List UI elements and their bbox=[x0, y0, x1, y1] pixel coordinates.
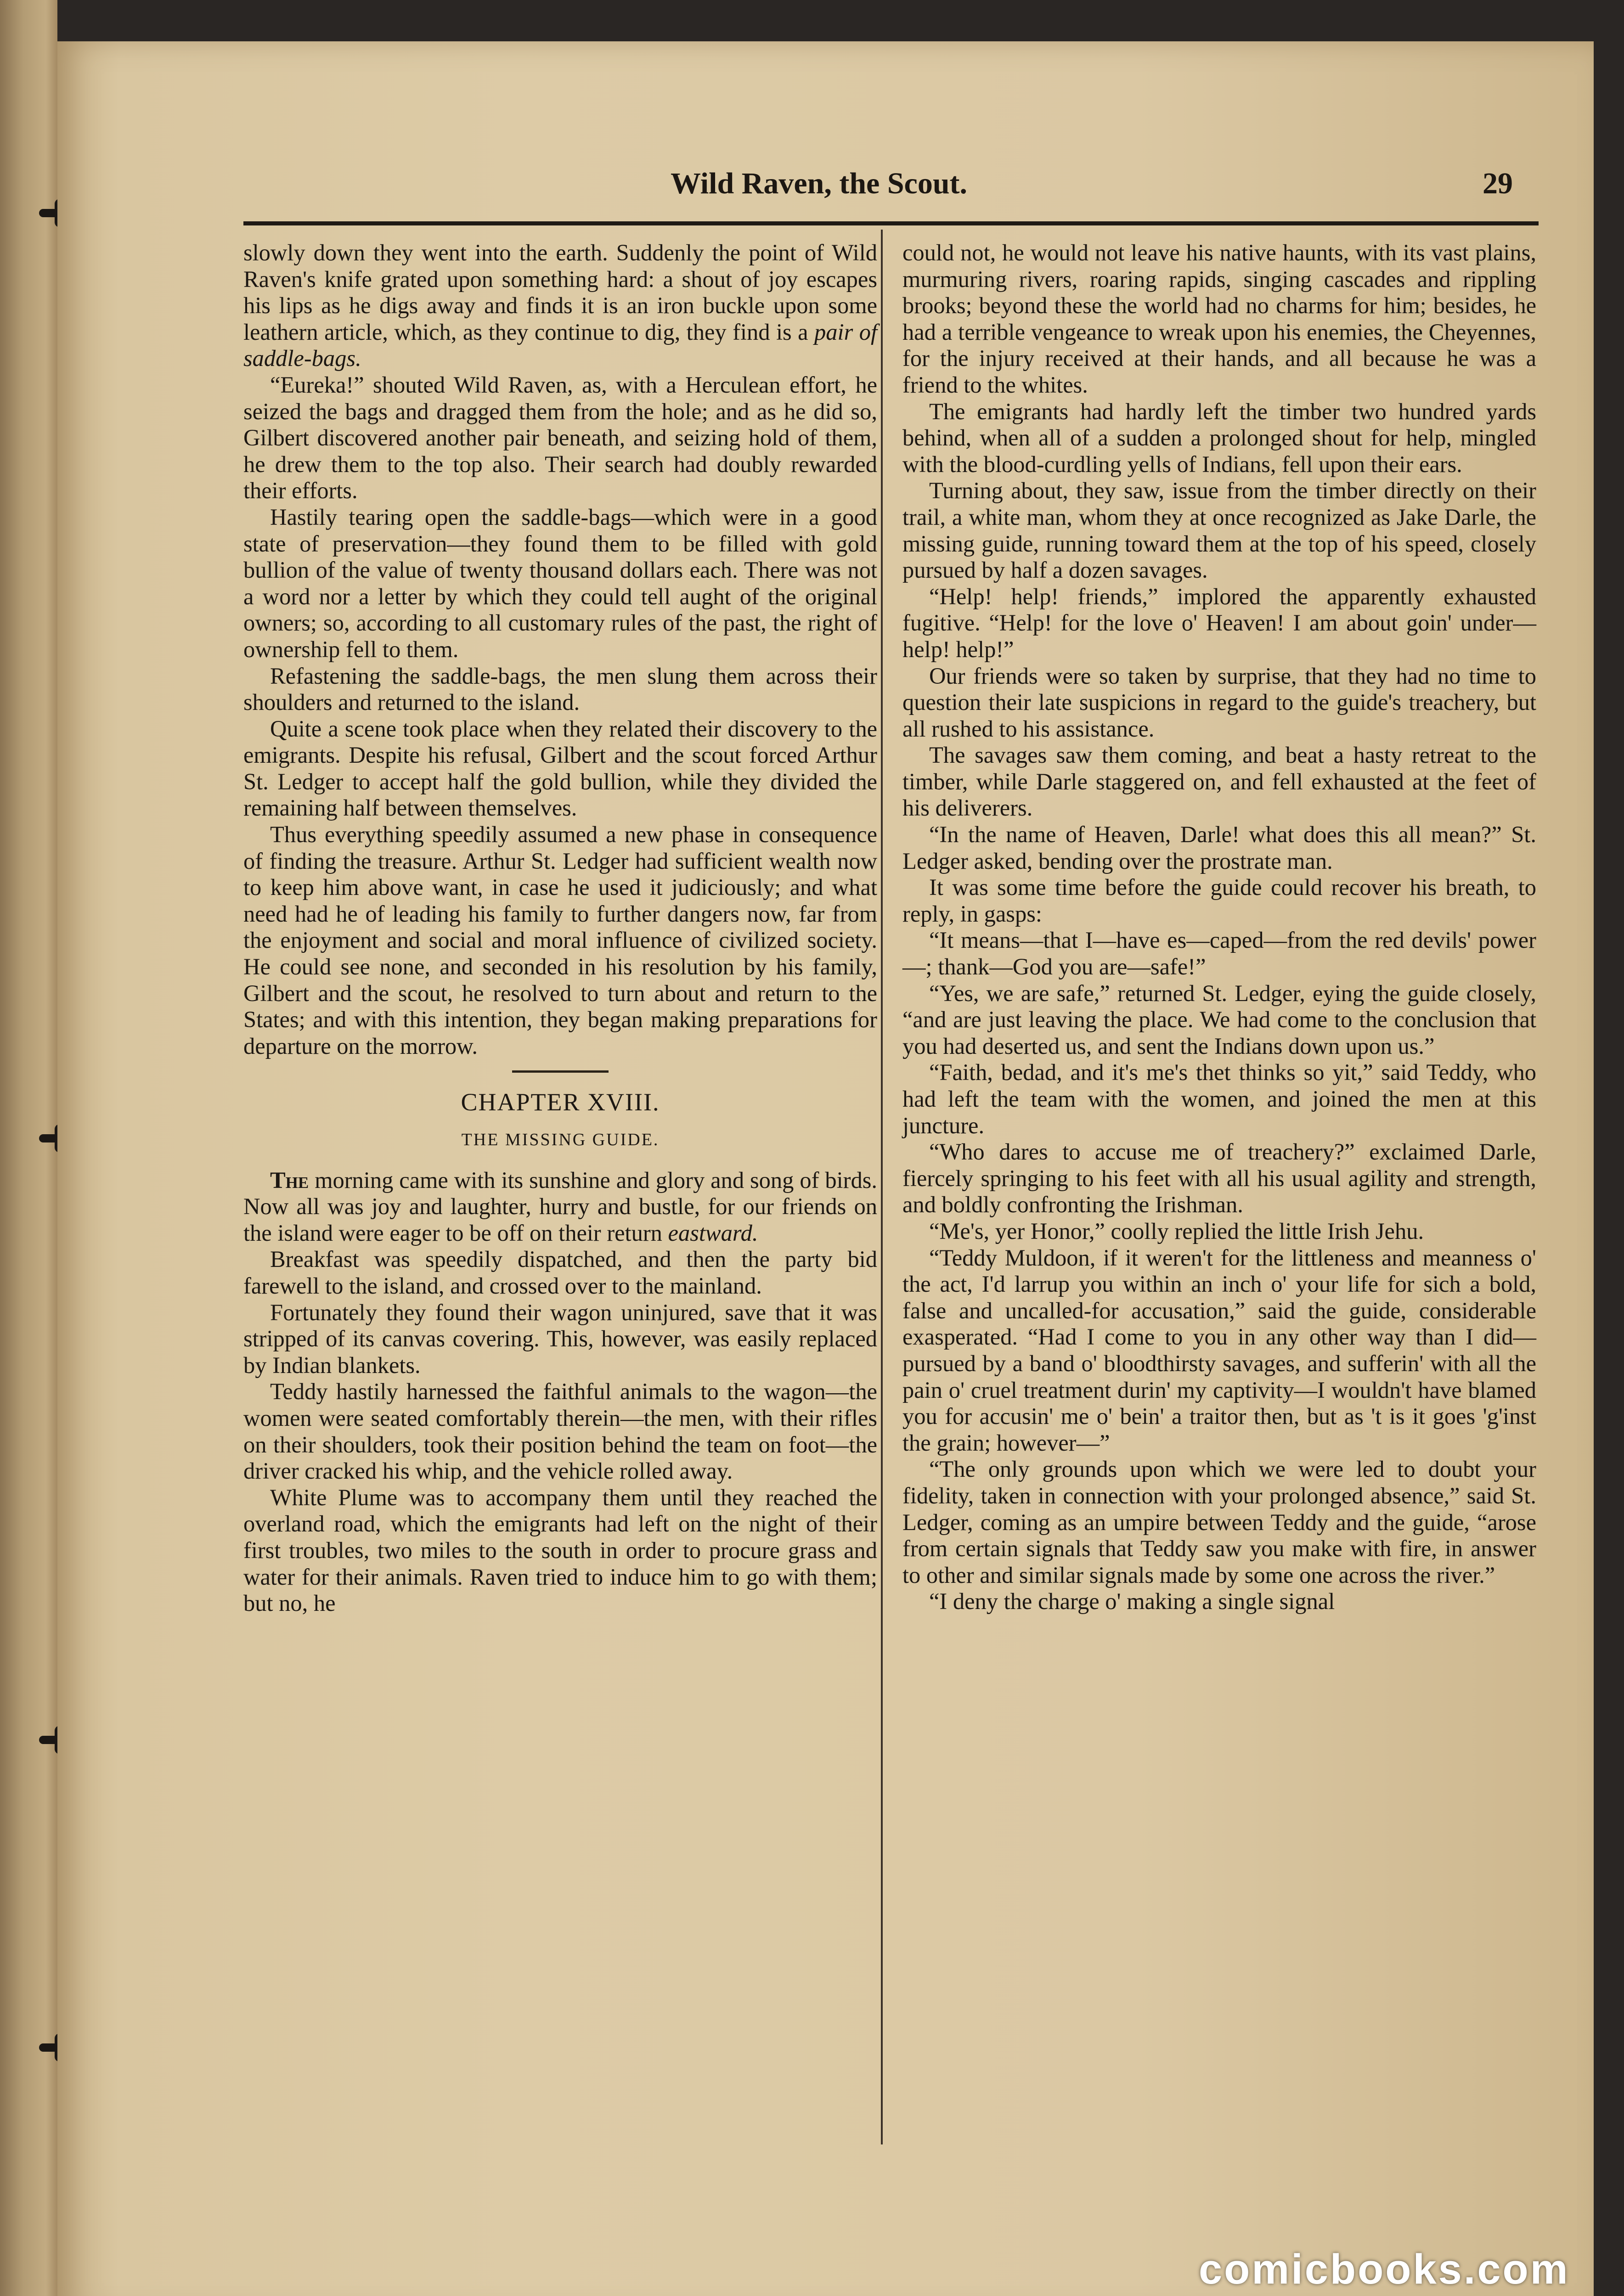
paragraph: “Help! help! friends,” implored the apparently exhausted fugitive. “Help! for the love o' Heaven! I am about goin' under—help! help!” bbox=[902, 583, 1536, 662]
left-column bbox=[243, 240, 877, 1617]
chapter-subtitle: THE MISSING GUIDE. bbox=[461, 1130, 660, 1149]
paragraph: Thus everything speedily assumed a new phase in consequence of finding the treasure. Arthur St. Ledger had sufficient wealth now to keep him above want, in case he used it judiciously; and what need had he of leading his family to further dangers now, far from the enjoyment and social and moral influence of civilized society. He could see none, and seconded in his resolution by his family, Gilbert and the scout, he resolved to turn about and return to the States; and with this intention, they began making preparations for departure on the morrow. bbox=[243, 822, 877, 1059]
running-head-title: Wild Raven, the Scout. bbox=[671, 167, 968, 200]
paragraph: “The only grounds upon which we were led to doubt your fidelity, taken in connection with your prolonged absence,” said St. Ledger, coming as an umpire between Teddy and the guide, “arose from certain signals that Teddy saw you make with fire, in answer to other and similar signals made by some one across the river.” bbox=[902, 1456, 1536, 1588]
paragraph: Quite a scene took place when they related their discovery to the emigrants. Despite his refusal, Gilbert and the scout forced Arthur St. Ledger to accept half the gold bullion, while they divided the remaining half between themselves. bbox=[243, 715, 877, 821]
header-rule bbox=[243, 221, 1539, 225]
paragraph: “In the name of Heaven, Darle! what does this all mean?” St. Ledger asked, bending over the prostrate man. bbox=[902, 822, 1536, 874]
chapter-rule bbox=[512, 1070, 609, 1073]
paragraph: White Plume was to accompany them until they reached the overland road, which the emigrants had left on the night of their first troubles, two miles to the south in order to procure grass and water for their animals. Raven tried to induce him to go with them; but no, he bbox=[243, 1484, 877, 1616]
paragraph: Breakfast was speedily dispatched, and then the party bid farewell to the island, and crossed over to the mainland. bbox=[243, 1246, 877, 1299]
paragraph: Refastening the saddle-bags, the men slung them across their shoulders and returned to the island. bbox=[243, 663, 877, 715]
paragraph: “Eureka!” shouted Wild Raven, as, with a Herculean effort, he seized the bags and dragged them from the hole; and as he did so, Gilbert discovered another pair beneath, and seizing hold of them, he drew them to the top also. Their search had doubly rewarded their efforts. bbox=[243, 371, 877, 504]
paragraph: “Faith, bedad, and it's me's thet thinks so yit,” said Teddy, who had left the team with the women, and joined the men at this juncture. bbox=[902, 1059, 1536, 1138]
paragraph: Teddy hastily harnessed the faithful animals to the wagon—the women were seated comfortably therein—the men, with their rifles on their shoulders, took their position behind the team on foot—the driver cracked his whip, and the vehicle rolled away. bbox=[243, 1379, 877, 1484]
column-divider bbox=[881, 230, 883, 2144]
paragraph: “Who dares to accuse me of treachery?” exclaimed Darle, fiercely springing to his feet with all his usual agility and strength, and boldly confronting the Irishman. bbox=[902, 1139, 1536, 1218]
site-watermark: comicbooks.com bbox=[1199, 2246, 1570, 2293]
paragraph: “It means—that I—have es—caped—from the red devils' power—; thank—God you are—safe!” bbox=[902, 927, 1536, 980]
paragraph: “Yes, we are safe,” returned St. Ledger, eying the guide closely, “and are just leaving the place. We had come to the conclusion that you had deserted us, and sent the Indians down upon us.” bbox=[902, 980, 1536, 1059]
paragraph: slowly down they went into the earth. Suddenly the point of Wild Raven's knife grated upon something hard: a shout of joy escapes his lips as he digs away and finds it is an iron buckle upon some leathern article, which, as they continue to dig, they find is a pair of saddle-bags. bbox=[243, 240, 877, 371]
paragraph: The savages saw them coming, and beat a hasty retreat to the timber, while Darle staggered on, and fell exhausted at the feet of his deliverers. bbox=[902, 742, 1536, 821]
paragraph: “Me's, yer Honor,” coolly replied the little Irish Jehu. bbox=[929, 1218, 1424, 1244]
paragraph: Turning about, they saw, issue from the timber directly on their trail, a white man, whom they at once recognized as Jake Darle, the missing guide, running toward them at the top of his speed, closely pursued by half a dozen savages. bbox=[902, 478, 1536, 583]
paragraph: “Teddy Muldoon, if it weren't for the littleness and meanness o' the act, I'd larrup you within an inch o' your life for sich a bold, false and uncalled-for accusation,” said the guide, considerable exasperated. “Had I come to you in any other way than I did—pursued by a band o' bloodthirsty savages, and sufferin' with all the pain o' cruel treatment durin' my captivity—I wouldn't have blamed you for accusin' me o' bein' a traitor then, but as 't is it goes 'g'inst the grain; however—” bbox=[902, 1244, 1536, 1456]
facing-page-edge bbox=[0, 0, 57, 2296]
paragraph: Hastily tearing open the saddle-bags—which were in a good state of preservation—they found them to be filled with gold bullion of the value of twenty thousand dollars each. There was not a word nor a letter by which they could tell aught of the original owners; so, according to all customary rules of the past, the right of ownership fell to them. bbox=[243, 504, 877, 662]
page-number: 29 bbox=[1483, 167, 1513, 200]
paragraph: It was some time before the guide could recover his breath, to reply, in gasps: bbox=[902, 874, 1536, 927]
paragraph: “I deny the charge o' making a single signal bbox=[929, 1588, 1335, 1615]
right-column bbox=[902, 240, 1536, 1615]
paragraph: The morning came with its sunshine and glory and song of birds. Now all was joy and laughter, hurry and bustle, for our friends on the island were eager to be off on their return eastward. bbox=[243, 1167, 877, 1246]
paragraph: could not, he would not leave his native haunts, with its vast plains, murmuring rivers, roaring rapids, singing cascades and rippling brooks; beyond these the world had no charms for him; besides, he had a terrible vengeance to wreak upon his enemies, the Cheyennes, for the injury received at their hands, and all because he was a friend to the whites. bbox=[902, 240, 1536, 398]
paragraph: The emigrants had hardly left the timber two hundred yards behind, when all of a sudden a prolonged shout for help, mingled with the blood-curdling yells of Indians, fell upon their ears. bbox=[902, 398, 1536, 477]
chapter-title: CHAPTER XVIII. bbox=[461, 1088, 660, 1116]
paragraph: Fortunately they found their wagon uninjured, save that it was stripped of its canvas covering. This, however, was easily replaced by Indian blankets. bbox=[243, 1299, 877, 1378]
paragraph: Our friends were so taken by surprise, that they had no time to question their late suspicions in regard to the guide's treachery, but all rushed to his assistance. bbox=[902, 663, 1536, 742]
